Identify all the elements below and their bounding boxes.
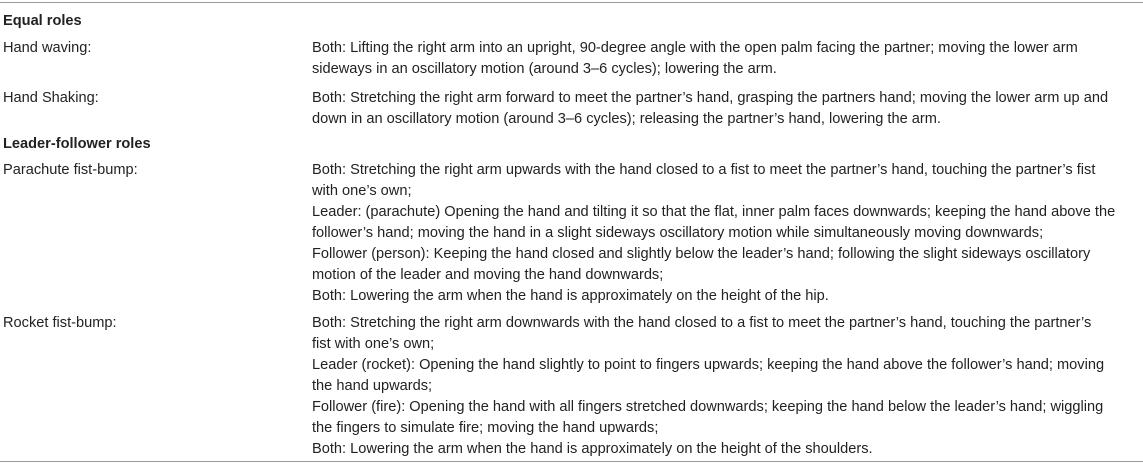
section-heading-leader-follower-roles: Leader-follower roles [3, 136, 151, 152]
gesture-name-hand-shaking: Hand Shaking: [3, 90, 99, 106]
description-line: with one’s own; [312, 183, 412, 199]
description-line: Leader (rocket): Opening the hand slightly to point to fingers upwards; keeping the hand above the follower’s hand; moving [312, 357, 1105, 373]
description-line: Both: Stretching the right arm forward to meet the partner’s hand, grasping the partners hand; moving the lower arm up and [312, 90, 1109, 106]
gesture-description-hand-waving [312, 38, 1142, 80]
description-line: Both: Lowering the arm when the hand is approximately on the height of the hip. [312, 288, 829, 304]
description-line: Both: Stretching the right arm downwards with the hand closed to a fist to meet the partner’s hand, touching the partner’s [312, 315, 1092, 331]
section-heading-equal-roles: Equal roles [3, 13, 82, 29]
description-line: fist with one’s own; [312, 336, 435, 352]
gesture-description-rocket-fist-bump [312, 313, 1142, 460]
gesture-name-parachute-fist-bump: Parachute fist-bump: [3, 162, 138, 178]
table-bottom-rule [0, 461, 1143, 462]
description-line: the hand upwards; [312, 378, 433, 394]
description-line: Leader: (parachute) Opening the hand and tilting it so that the flat, inner palm faces downwards; keeping the hand above the [312, 204, 1116, 220]
gesture-description-parachute-fist-bump [312, 160, 1142, 307]
gesture-name-rocket-fist-bump: Rocket fist-bump: [3, 315, 117, 331]
description-line: Both: Stretching the right arm upwards with the hand closed to a fist to meet the partner’s hand, touching the partner’s fist [312, 162, 1096, 178]
description-line: Both: Lifting the right arm into an upright, 90-degree angle with the open palm facing the partner; moving the lower arm [312, 40, 1078, 56]
table-top-rule [0, 2, 1143, 3]
description-line: Both: Lowering the arm when the hand is approximately on the height of the shoulders. [312, 441, 873, 457]
description-line: Follower (fire): Opening the hand with all fingers stretched downwards; keeping the hand below the leader’s hand; wiggling [312, 399, 1104, 415]
description-line: down in an oscillatory motion (around 3–6 cycles); releasing the partner’s hand, lowering the arm. [312, 111, 941, 127]
description-line: sideways in an oscillatory motion (around 3–6 cycles); lowering the arm. [312, 61, 777, 77]
description-line: Follower (person): Keeping the hand closed and slightly below the leader’s hand; following the slight sideways oscillatory [312, 246, 1091, 262]
gesture-name-hand-waving: Hand waving: [3, 40, 92, 56]
gesture-description-hand-shaking [312, 88, 1142, 130]
description-line: motion of the leader and moving the hand downwards; [312, 267, 664, 283]
description-line: follower’s hand; moving the hand in a slight sideways oscillatory motion while simultaneously moving downwards; [312, 225, 1044, 241]
description-line: the fingers to simulate fire; moving the hand upwards; [312, 420, 659, 436]
